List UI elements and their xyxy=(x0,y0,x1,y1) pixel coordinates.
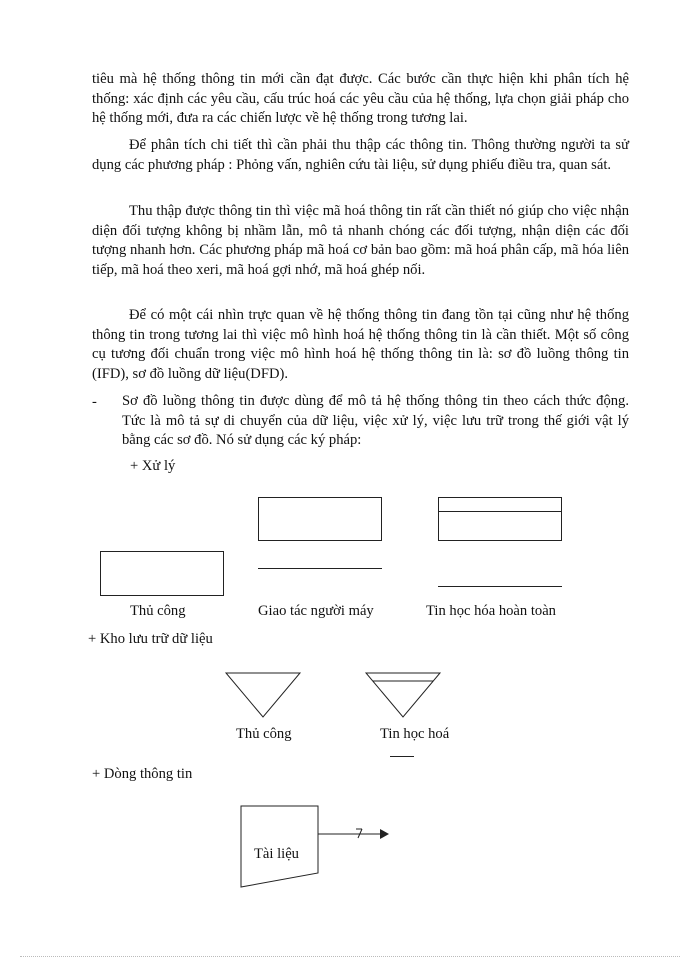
paragraph-collect-info: Để phân tích chi tiết thì cần phải thu thập các thông tin. Thông thường người ta sử dụng các phương pháp : Phỏng vấn, nghiên cứu tài liệu, sử dụng phiếu điều tra, quan sát. xyxy=(92,137,629,173)
paragraph-analysis-steps: tiêu mà hệ thống thông tin mới cần đạt được. Các bước cần thực hiện khi phân tích hệ thống: xác định các yêu cầu, cấu trúc hoá các yêu cầu của hệ thống, lựa chọn giải pháp cho hệ thống mới, đưa ra các chiến lược về hệ thống trong tương lai. xyxy=(92,71,629,126)
flow-arrow xyxy=(318,824,390,844)
human-machine-underline xyxy=(258,568,382,569)
human-machine-process-symbol xyxy=(258,497,382,541)
manual-process-symbol xyxy=(100,551,224,596)
label-human-machine: Giao tác người máy xyxy=(258,603,374,619)
manual-store-triangle xyxy=(225,672,301,718)
computerized-process-symbol xyxy=(438,497,562,541)
paragraph-encoding: Thu thập được thông tin thì việc mã hoá thông tin rất cần thiết nó giúp cho việc nhận diện đối tượng không bị nhầm lẫn, mô tả nhanh chóng các đối tượng, nhận diện các đối tượng nhanh hơn. Các phương pháp mã hoá cơ bản bao gồm: mã hoá phân cấp, mã hóa liên tiếp, mã hoá theo xeri, mã hoá gợi nhớ, mã hoá ghép nối. xyxy=(92,203,629,278)
section-data-store: + Kho lưu trữ dữ liệu xyxy=(88,631,213,647)
section-information-flow: + Dòng thông tin xyxy=(92,766,193,782)
computerized-store-dash xyxy=(390,756,414,757)
label-fully-computerized: Tin học hóa hoàn toàn xyxy=(426,603,556,619)
page-bottom-rule xyxy=(20,956,680,957)
computerized-header-line xyxy=(438,511,562,512)
bullet-ifd-description: Sơ đồ luồng thông tin được dùng để mô tả hệ thống thông tin theo cách thức động. Tức là mô tả sự di chuyển của dữ liệu, việc xử lý, việc lưu trữ trong thế giới vật lý bằng các sơ đồ. Nó sử dụng các ký pháp: xyxy=(122,393,629,448)
section-processing: + Xử lý xyxy=(130,458,176,474)
label-manual-store: Thủ công xyxy=(236,726,292,742)
bullet-dash: - xyxy=(92,394,97,410)
paragraph-modeling: Để có một cái nhìn trực quan về hệ thống thông tin đang tồn tại cũng như hệ thống thông tin trong tương lai thì việc mô hình hoá hệ thống thông tin là cần thiết. Một số công cụ tương đối chuẩn trong việc mô hình hoá hệ thống thông tin là: sơ đồ luồng thông tin (IFD), sơ đồ luồng dữ liệu(DFD). xyxy=(92,307,629,382)
label-manual-process: Thủ công xyxy=(130,603,186,619)
label-document: Tài liệu xyxy=(254,846,299,862)
computerized-underline xyxy=(438,586,562,587)
computerized-store-triangle xyxy=(365,672,441,718)
label-computerized-store: Tin học hoá xyxy=(380,726,450,742)
